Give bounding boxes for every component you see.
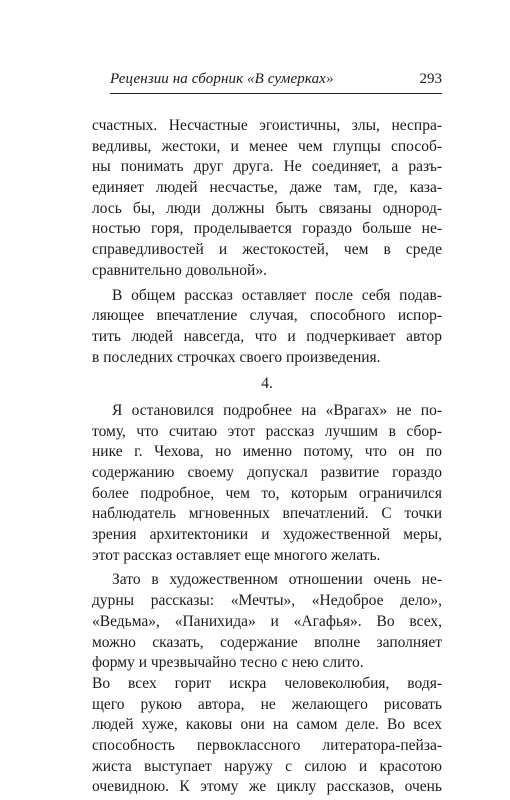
paragraph-4 xyxy=(92,570,442,798)
paragraph-3 xyxy=(92,401,442,567)
text-line: этот рассказ оставляет еще многого желать. xyxy=(92,546,381,564)
text-line: тому, что считаю этот рассказ лучшим в сбор- xyxy=(92,422,442,440)
text-line: В общем рассказ оставляет после себя подав- xyxy=(112,286,442,304)
page-number: 293 xyxy=(419,71,442,87)
page-header xyxy=(110,71,442,94)
text-line: способность первоклассного литератора-пейза- xyxy=(92,736,442,754)
text-line: ляющее впечатление случая, способного испор- xyxy=(92,307,442,325)
text-line: сравнительно довольной». xyxy=(92,261,267,279)
text-line: ностью горя, проделывается гораздо больше не- xyxy=(92,220,442,238)
text-line: единяет людей несчастье, даже там, где, каза- xyxy=(92,179,442,197)
text-line: очевидною. К этому же циклу рассказов, очень xyxy=(92,778,442,796)
text-line: более подробное, чем то, которым ограничился xyxy=(92,484,442,502)
paragraph-1 xyxy=(92,116,442,282)
text-line: форму и чрезвычайно тесно с нею слито. xyxy=(92,654,364,672)
text-line: людей хуже, каковы они на самом деле. Во всех xyxy=(92,716,442,734)
text-line: Во всех горит искра человеколюбия, водя- xyxy=(92,674,442,692)
text-line: в последних строчках своего произведения. xyxy=(92,348,381,366)
text-line: справедливостей и жестокостей, чем в среде xyxy=(92,241,442,259)
text-line: лось бы, люди должны быть связаны однород- xyxy=(92,199,442,217)
text-line: наблюдатель мгновенных впечатлений. С точки xyxy=(92,505,442,523)
paragraph-2 xyxy=(92,286,442,369)
text-line: счастных. Несчастные эгоистичны, злы, неспра- xyxy=(92,117,442,134)
text-line: жиста выступает наружу с силою и красотою xyxy=(92,757,442,775)
text-line: щего рукою автора, не желающего рисовать xyxy=(92,695,442,713)
text-line: Зато в художественном отношении очень не- xyxy=(112,571,442,589)
running-head: Рецензии на сборник «В сумерках» xyxy=(110,71,334,87)
text-line: тить людей навсегда, что и подчеркивает автор xyxy=(92,327,442,345)
text-line: ны понимать друг друга. Не соединяет, а разъ- xyxy=(92,158,442,176)
text-line: можно сказать, содержание вполне заполняет xyxy=(92,633,442,651)
text-line: «Ведьма», «Панихида» и «Агафья». Во всех, xyxy=(92,612,442,630)
text-line: ведливы, жестоки, и менее чем глупцы способ- xyxy=(92,137,442,155)
text-line: дурны рассказы: «Мечты», «Недоброе дело», xyxy=(92,592,442,610)
text-line: нике г. Чехова, но именно потому, что он по xyxy=(92,443,442,461)
text-line: Я остановился подробнее на «Врагах» не по- xyxy=(112,401,442,419)
section-number: 4. xyxy=(261,375,273,393)
body-text xyxy=(92,116,442,798)
text-line: зрения архитектоники и художественной меры, xyxy=(92,526,442,544)
text-line: содержанию своему допускал развитие гораздо xyxy=(92,464,442,481)
